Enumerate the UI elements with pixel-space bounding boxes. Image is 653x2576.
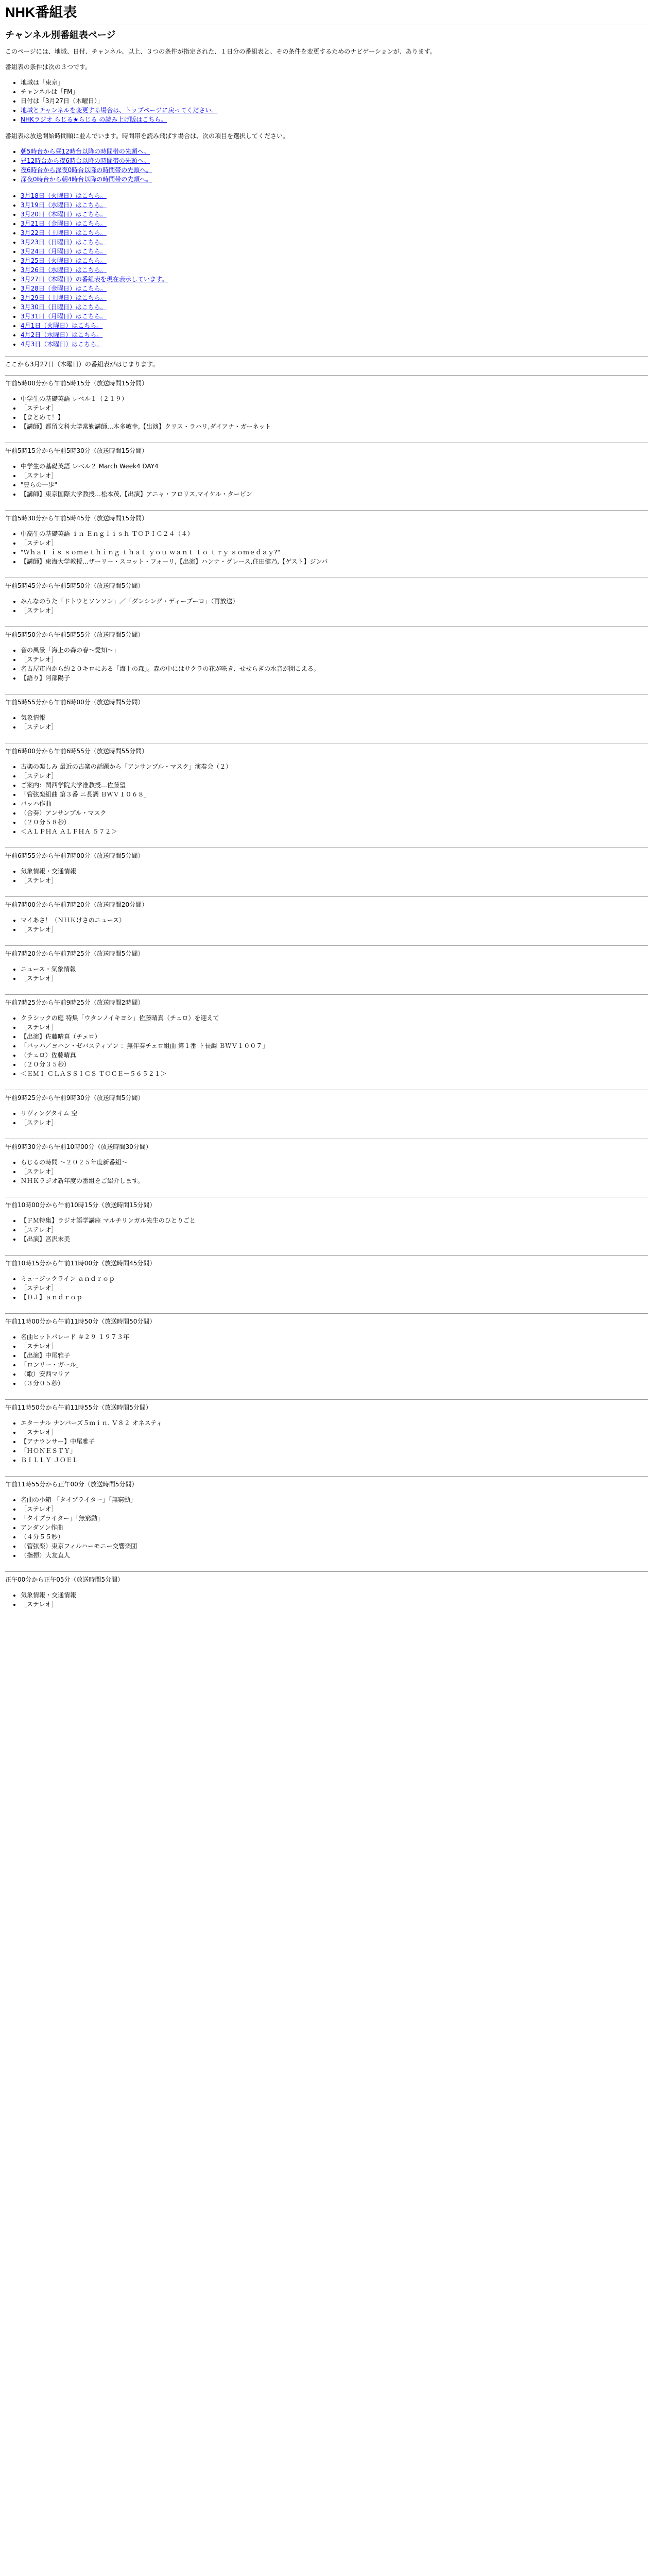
program-details <box>5 1332 648 1388</box>
program-time: 午前11時50分から午前11時55分（放送時間5分間） <box>5 1404 152 1411</box>
program-entry <box>5 1399 648 1465</box>
program-time: 午前5時50分から午前5時55分（放送時間5分間） <box>5 631 144 638</box>
program-entry <box>5 743 648 836</box>
program-detail: • 名曲の小箱 「タイプライター」「無窮動」 <box>21 1495 648 1504</box>
divider <box>5 896 648 897</box>
program-detail: • ［ステレオ］ <box>21 1428 648 1437</box>
program-details <box>5 964 648 983</box>
program-detail: • バッハ作曲 <box>21 799 648 808</box>
program-detail: • （チェロ）佐藤晴真 <box>21 1050 648 1060</box>
program-detail: • （管弦楽）東京フィルハーモニー交響楽団 <box>21 1541 648 1551</box>
program-entry <box>5 1255 648 1302</box>
program-detail: • エタ－ナル ナンバーズ５ｍｉｎ. Ｖ８２ オネスティ <box>21 1418 648 1428</box>
program-detail: • 中学生の基礎英語 レベル１（２１９） <box>21 394 648 403</box>
date-item <box>21 330 648 340</box>
divider <box>5 1255 648 1256</box>
program-detail: • 名古屋市内から約２０キロにある「海上の森」。森の中にはサクラの花が咲き、せせらぎの水音が聞こえる。 <box>21 664 648 673</box>
timeband-item <box>21 147 648 156</box>
date-link[interactable]: 3月24日（月曜日）はこちら。 <box>21 248 107 255</box>
program-detail: • ［ステレオ］ <box>21 771 648 781</box>
program-time: 午前10時00分から午前10時15分（放送時間15分間） <box>5 1201 156 1209</box>
program-detail: • 【出演】宮沢末美 <box>21 1234 648 1244</box>
date-item <box>21 238 648 247</box>
program-detail: • （歌）安西マリア <box>21 1369 648 1379</box>
radiru-link[interactable]: NHKラジオ らじる★らじる の読み上げ版はこちら。 <box>21 116 167 123</box>
program-time: 午前6時55分から午前7時00分（放送時間5分間） <box>5 852 144 859</box>
date-link[interactable]: 3月23日（日曜日）はこちら。 <box>21 239 107 246</box>
divider <box>5 1571 648 1572</box>
program-entry <box>5 945 648 983</box>
date-link[interactable]: 3月30日（日曜日）はこちら。 <box>21 303 107 311</box>
program-entry <box>5 626 648 683</box>
program-detail: • アンダソン作曲 <box>21 1523 648 1532</box>
program-time: 午前9時30分から午前10時00分（放送時間30分間） <box>5 1143 152 1150</box>
program-detail: • ［ステレオ］ <box>21 538 648 548</box>
program-detail: • ［ステレオ］ <box>21 1600 648 1609</box>
program-detail: • 【語り】阿部陽子 <box>21 673 648 683</box>
program-time: 正午00分から正午05分（放送時間5分間） <box>5 1576 124 1583</box>
program-time: 午前11時55分から正午00分（放送時間5分間） <box>5 1481 138 1488</box>
program-entry <box>5 1139 648 1185</box>
program-details <box>5 867 648 885</box>
condition-item: • 日付は「3月27日（木曜日）」 <box>21 96 648 106</box>
program-detail: • ［ステレオ］ <box>21 974 648 983</box>
date-link[interactable]: 3月25日（火曜日）はこちら。 <box>21 257 107 264</box>
program-detail: • 【講師】都留文科大学常勤講師…本多敏幸,【出演】クリス・ラハリ,ダイアナ・ガーネット <box>21 422 648 431</box>
page-title: NHK番組表 <box>5 5 77 20</box>
program-entry <box>5 1197 648 1244</box>
date-item <box>21 340 648 349</box>
program-detail: • 【出演】中尾雅子 <box>21 1351 648 1360</box>
timeband-link[interactable]: 夜6時台から深夜0時台以降の時間帯の先頭へ。 <box>21 166 152 174</box>
program-details <box>5 597 648 615</box>
program-entry <box>5 896 648 934</box>
program-detail: • 【出演】佐藤晴真（チェロ） <box>21 1032 648 1041</box>
divider <box>5 375 648 376</box>
program-entry <box>5 848 648 885</box>
conditions-list <box>5 78 648 124</box>
program-time: 午前10時15分から午前11時00分（放送時間45分間） <box>5 1260 156 1267</box>
date-item <box>21 191 648 200</box>
program-details <box>5 1590 648 1609</box>
program-detail: • 【アナウンサー】中尾雅子 <box>21 1437 648 1446</box>
date-item <box>21 321 648 330</box>
program-detail: • 【講師】東京国際大学教授…松本茂,【出演】アニャ・フロリス,マイケル・タービン <box>21 489 648 499</box>
date-link-current[interactable]: 3月27日（木曜日）の番組表を現在表示しています。 <box>21 276 168 283</box>
timeband-item <box>21 165 648 175</box>
program-detail: • ［ステレオ］ <box>21 925 648 934</box>
program-entry <box>5 1476 648 1560</box>
program-detail: • ［ステレオ］ <box>21 1167 648 1176</box>
program-detail: • ＮＨＫラジオ新年度の番組をご紹介します。 <box>21 1176 648 1185</box>
program-detail: • ［ステレオ］ <box>21 606 648 615</box>
date-item <box>21 293 648 302</box>
program-detail: • ミュージックライン ａｎｄｒｏｐ <box>21 1274 648 1283</box>
program-detail: • （２０分５８秒） <box>21 818 648 827</box>
intro-text: このページには、地域、日付、チャンネル、以上、３つの条件が指定された、１日分の番組表と、その条件を変更するためのナビゲーションが、あります。 <box>5 48 436 55</box>
program-detail: • （３分０５秒） <box>21 1379 648 1388</box>
program-detail: • （４分５５秒） <box>21 1532 648 1541</box>
program-detail: • みんなのうた「ドトウとソンソン」／「ダンシング・ディープーロ」（再放送） <box>21 597 648 606</box>
program-detail: • ［ステレオ］ <box>21 1283 648 1293</box>
program-detail: • ［ステレオ］ <box>21 1118 648 1127</box>
divider <box>5 510 648 511</box>
program-detail: • 気象情報・交通情報 <box>21 1590 648 1600</box>
divider <box>5 994 648 995</box>
date-item <box>21 265 648 275</box>
program-entry <box>5 510 648 566</box>
program-detail: • 【まとめて！】 <box>21 413 648 422</box>
program-details <box>5 1418 648 1465</box>
program-entry <box>5 443 648 499</box>
program-details <box>5 1109 648 1127</box>
condition-link-item <box>21 106 648 115</box>
program-detail: • ［ステレオ］ <box>21 1504 648 1514</box>
divider <box>5 945 648 946</box>
date-link[interactable]: 3月28日（金曜日）はこちら。 <box>21 285 107 292</box>
date-link[interactable]: 3月29日（土曜日）はこちら。 <box>21 294 107 301</box>
program-entry <box>5 1571 648 1609</box>
program-detail: • ［ステレオ］ <box>21 471 648 480</box>
program-details <box>5 713 648 732</box>
program-detail: • 「ロンリー・ガール」 <box>21 1360 648 1369</box>
program-detail: • 気象情報 <box>21 713 648 722</box>
divider <box>5 356 648 357</box>
program-detail: • ニュース・気象情報 <box>21 964 648 974</box>
program-detail: • 中高生の基礎英語 ｉｎ Ｅｎｇｌｉｓｈ ＴＯＰＩＣ２４（４） <box>21 529 648 538</box>
program-detail: • 「タイプライター」「無窮動」 <box>21 1514 648 1523</box>
program-entry <box>5 375 648 431</box>
program-details <box>5 762 648 836</box>
condition-item: • チャンネルは「FM」 <box>21 87 648 96</box>
program-detail: • ＢＩＬＬＹ ＪＯＥＬ <box>21 1455 648 1465</box>
program-time: 午前5時55分から午前6時00分（放送時間5分間） <box>5 699 144 706</box>
program-detail: • クラシックの庭 特集「ウタンノイキヨシ」佐藤晴真（チェロ）を迎えて <box>21 1013 648 1023</box>
timeband-item <box>21 156 648 165</box>
timeband-item <box>21 175 648 184</box>
program-detail: • ［ステレオ］ <box>21 1225 648 1234</box>
date-link[interactable]: 4月2日（水曜日）はこちら。 <box>21 331 103 338</box>
program-detail: • マイあさ！（ＮＨＫけさのニュース） <box>21 916 648 925</box>
timeband-link[interactable]: 深夜0時台から朝4時台以降の時間帯の先頭へ。 <box>21 176 152 183</box>
date-item <box>21 228 648 238</box>
program-detail: • ［ステレオ］ <box>21 1023 648 1032</box>
date-item <box>21 312 648 321</box>
program-detail: • 【講師】東海大学教授…ザーリー・スコット・フォーリ,【出演】ハンナ・グレース,住田健乃,【ゲスト】ジンバ <box>21 557 648 566</box>
program-detail: • ［ステレオ］ <box>21 403 648 413</box>
date-link[interactable]: 3月18日（火曜日）はこちら。 <box>21 192 107 199</box>
timeband-link[interactable]: 昼12時台から夜6時台以降の時間帯の先頭へ。 <box>21 157 150 164</box>
program-entry <box>5 994 648 1078</box>
date-item <box>21 284 648 293</box>
date-link[interactable]: 3月22日（土曜日）はこちら。 <box>21 229 107 236</box>
date-link[interactable]: 3月31日（月曜日）はこちら。 <box>21 313 107 320</box>
program-detail: • 古楽の楽しみ 最近の古楽の話題から「アンサンブル・マスク」演奏会（２） <box>21 762 648 771</box>
program-details <box>5 1158 648 1185</box>
program-detail: • 中学生の基礎英語 レベル２ March Week4 DAY4 <box>21 462 648 471</box>
program-entry <box>5 1313 648 1388</box>
program-detail: • 「ＨＯＮＥＳＴＹ」 <box>21 1446 648 1455</box>
schedule-start: ここから3月27日（木曜日）の番組表がはじまります。 <box>5 361 159 368</box>
program-detail: • "豊らの一歩" <box>21 480 648 489</box>
program-detail: • 【ＤＪ】ａｎｄｒｏｐ <box>21 1293 648 1302</box>
divider <box>5 1313 648 1314</box>
program-details <box>5 529 648 566</box>
program-detail: • ［ステレオ］ <box>21 722 648 732</box>
program-details <box>5 1216 648 1244</box>
program-details <box>5 394 648 431</box>
program-detail: • ［ステレオ］ <box>21 655 648 664</box>
program-detail: • （合奏）アンサンブル・マスク <box>21 808 648 818</box>
date-link[interactable]: 3月21日（金曜日）はこちら。 <box>21 220 107 227</box>
program-detail: • 音の風景「海上の森の春～愛知～」 <box>21 646 648 655</box>
program-details <box>5 646 648 683</box>
date-item <box>21 247 648 256</box>
date-link[interactable]: 3月20日（木曜日）はこちら。 <box>21 211 107 218</box>
program-time: 午前6時00分から午前6時55分（放送時間55分間） <box>5 748 148 755</box>
program-detail: • ＜ＥＭＩ ＣＬＡＳＳＩＣＳ ＴＯＣＥ－５６５２１＞ <box>21 1069 648 1078</box>
program-details <box>5 916 648 934</box>
program-time: 午前5時30分から午前5時45分（放送時間15分間） <box>5 515 148 522</box>
date-item <box>21 210 648 219</box>
date-link[interactable]: 3月19日（水曜日）はこちら。 <box>21 201 107 209</box>
program-time: 午前7時25分から午前9時25分（放送時間2時間） <box>5 999 144 1006</box>
date-item <box>21 256 648 265</box>
program-time: 午前5時45分から午前5時50分（放送時間5分間） <box>5 582 144 589</box>
program-detail: • 気象情報・交通情報 <box>21 867 648 876</box>
change-region-link[interactable]: 地域とチャンネルを変更する場合は、トップページに戻ってください。 <box>21 107 218 114</box>
conditions-intro: 番組表の条件は次の３つです。 <box>5 63 92 71</box>
divider <box>5 626 648 627</box>
program-detail: • リヴィングタイム 空 <box>21 1109 648 1118</box>
program-detail: • 「バッハ／ヨハン・ゼバスティアン ：無伴奏チェロ組曲 第１番 ト長調 ＢＷＶ１００７」 <box>21 1041 648 1050</box>
timeband-links <box>5 147 648 184</box>
program-detail: • （２０分３５秒） <box>21 1060 648 1069</box>
date-item-current <box>21 275 648 284</box>
program-detail: • "Ｗｈａｔ ｉｓ ｓｏｍｅｔｈｉｎｇ ｔｈａｔ ｙｏｕ ｗａｎｔ ｔｏ ｔｒｙ ｓｏｍｅｄａｙ?" <box>21 548 648 557</box>
condition-item: • 地域は「東京」 <box>21 78 648 87</box>
program-detail: • 名曲ヒットパレード ＃２９ １９７３年 <box>21 1332 648 1342</box>
program-entry <box>5 578 648 615</box>
program-entry <box>5 1090 648 1127</box>
date-link[interactable]: 4月1日（火曜日）はこちら。 <box>21 322 103 329</box>
program-details <box>5 1274 648 1302</box>
timeband-link[interactable]: 朝5時台から昼12時台以降の時間帯の先頭へ。 <box>21 148 150 155</box>
program-detail: • ［ステレオ］ <box>21 1342 648 1351</box>
divider <box>5 1476 648 1477</box>
program-time: 午前5時00分から午前5時15分（放送時間15分間） <box>5 380 148 387</box>
program-detail: • ＜ＡＬＰＨＡ ＡＬＰＨＡ ５７２＞ <box>21 827 648 836</box>
program-time: 午前11時00分から午前11時50分（放送時間50分間） <box>5 1318 156 1325</box>
date-item <box>21 302 648 312</box>
program-detail: • ［ステレオ］ <box>21 876 648 885</box>
program-entry <box>5 694 648 732</box>
program-time: 午前9時25分から午前9時30分（放送時間5分間） <box>5 1094 144 1101</box>
date-item <box>21 200 648 210</box>
program-time: 午前7時00分から午前7時20分（放送時間20分間） <box>5 901 148 908</box>
program-time: 午前5時15分から午前5時30分（放送時間15分間） <box>5 447 148 454</box>
program-detail: • ご案内：関西学院大学准教授…佐藤望 <box>21 781 648 790</box>
timeband-intro: 番組表は放送開始時間順に並んでいます。時間帯を読み飛ばす場合は、次の項目を選択してください。 <box>5 132 289 140</box>
program-detail: • 「管弦楽組曲 第３番 ニ長調 ＢＷＶ１０６８」 <box>21 790 648 799</box>
program-detail: • （指揮）大友直人 <box>21 1551 648 1560</box>
program-detail: • 【ＦＭ特集】ラジオ語学講座 マルチリンガル先生のひとりごと <box>21 1216 648 1225</box>
date-link[interactable]: 3月26日（水曜日）はこちら。 <box>21 266 107 274</box>
program-list <box>5 375 648 1609</box>
program-detail: • らじるの時間 ～２０２５年度新番組～ <box>21 1158 648 1167</box>
program-details <box>5 462 648 499</box>
date-link[interactable]: 4月3日（木曜日）はこちら。 <box>21 341 103 348</box>
divider <box>5 1399 648 1400</box>
date-links <box>5 191 648 349</box>
program-details <box>5 1495 648 1560</box>
section-title: チャンネル別番組表ページ <box>5 30 116 40</box>
program-details <box>5 1013 648 1078</box>
date-item <box>21 219 648 228</box>
program-time: 午前7時20分から午前7時25分（放送時間5分間） <box>5 950 144 957</box>
condition-link-item <box>21 115 648 124</box>
